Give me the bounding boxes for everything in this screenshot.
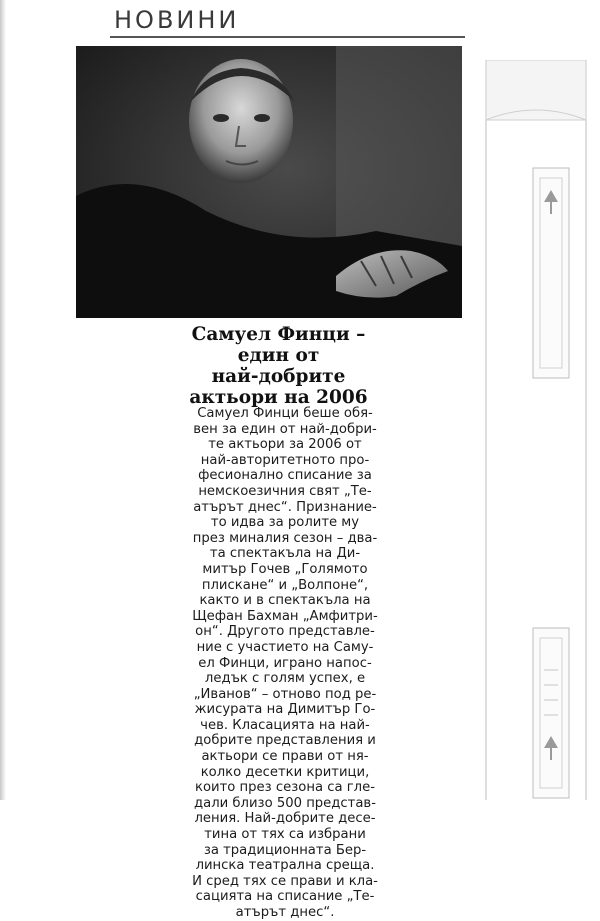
body-line: актьори се прави от ня- [201, 749, 369, 765]
binder-strip [478, 60, 594, 800]
body-line: чев. Класацията на най- [200, 717, 370, 733]
header-rule [110, 36, 465, 38]
body-line: И сред тях се прави и кла- [192, 873, 378, 889]
article-headline [106, 324, 451, 408]
body-line: както и в спектакъла на [199, 593, 371, 609]
scan-edge [0, 0, 6, 800]
body-line: най-авторитетното про- [200, 452, 370, 468]
body-line: вен за един от най-добри- [193, 421, 377, 437]
body-line: които през сезона са гле- [195, 780, 375, 796]
body-line: жисурата на Димитър Го- [194, 702, 376, 718]
body-line: атърът днес“. Признание- [193, 499, 377, 515]
body-line: та спектакъла на Ди- [209, 546, 361, 562]
binder-strip-art [478, 60, 594, 800]
body-line: ледък с голям успех, е [204, 671, 366, 687]
section-header [110, 2, 465, 38]
headline-line: един от [237, 345, 320, 366]
body-line: ние с участието на Саму- [196, 639, 374, 655]
body-line: линска театрална среща. [195, 858, 375, 874]
body-line: он“. Другото представле- [195, 624, 375, 640]
body-line: атърът днес“. [235, 905, 335, 920]
headline-line: Самуел Финци – [191, 324, 366, 345]
portrait-illustration [76, 46, 462, 318]
body-line: колко десетки критици, [200, 764, 370, 780]
body-line: ел Финци, играно напос- [198, 655, 372, 671]
body-line: Щефан Бахман „Амфитри- [192, 608, 378, 624]
body-line: Самуел Финци беше обя- [197, 406, 373, 421]
body-line: митър Гочев „Голямото [202, 561, 368, 577]
headline-line: най-добрите [211, 366, 346, 387]
body-line: немскоезичния свят „Те- [198, 483, 372, 499]
body-line: дали близо 500 представ- [194, 795, 376, 811]
body-line: добрите представления и [194, 733, 376, 749]
article-body [110, 406, 460, 921]
body-line: сацията на списание „Те- [195, 889, 375, 905]
body-line: то идва за ролите му [210, 515, 360, 531]
body-line: ления. Най-добрите десе- [194, 811, 376, 827]
body-line: за традиционната Бер- [203, 842, 367, 858]
body-line: фесионално списание за [198, 468, 372, 484]
body-line: тина от тях са избрани [204, 827, 366, 843]
portrait-photo [76, 46, 462, 318]
section-title: НОВИНИ [114, 6, 240, 34]
body-line: те актьори за 2006 от [208, 437, 362, 453]
body-line: „Иванов“ – отново под ре- [193, 686, 377, 702]
body-line: плискане“ и „Волпоне“, [201, 577, 369, 593]
headline-line: актьори на 2006 [189, 387, 368, 408]
body-line: през миналия сезон – два- [192, 530, 378, 546]
